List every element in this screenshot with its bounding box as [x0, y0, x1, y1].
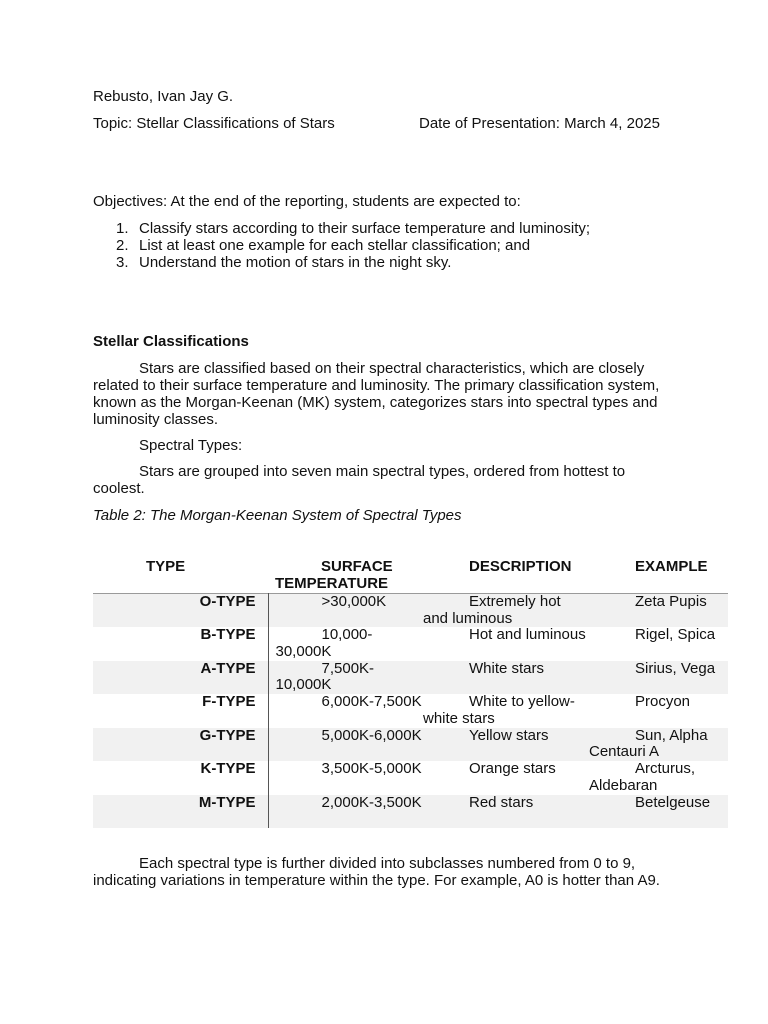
- header-description: DESCRIPTION: [469, 558, 572, 575]
- cell-description: Red stars: [469, 793, 534, 811]
- objective-number: 3.: [116, 254, 129, 271]
- objective-item: [93, 237, 693, 254]
- cell-example: Arcturus, Aldebaran: [589, 760, 696, 794]
- spectral-types-paragraph: Stars are grouped into seven main spectral types, ordered from hottest to coolest.: [93, 463, 626, 497]
- table-row: [93, 694, 728, 728]
- cell-temperature: 7,500K-10,000K: [275, 659, 375, 693]
- table-caption: Table 2: The Morgan-Keenan System of Spectral Types: [93, 507, 462, 524]
- table-row: [93, 594, 728, 628]
- objective-item: [93, 220, 693, 237]
- section-heading: Stellar Classifications: [93, 333, 249, 350]
- table-row: [93, 795, 728, 829]
- objective-text: Understand the motion of stars in the night sky.: [139, 254, 452, 271]
- table-row: [93, 661, 728, 695]
- objective-number: 2.: [116, 237, 129, 254]
- cell-type: A-TYPE: [93, 661, 268, 695]
- objective-text: Classify stars according to their surface temperature and luminosity;: [139, 220, 591, 237]
- cell-description: Yellow stars: [469, 726, 549, 744]
- topic-line: Topic: Stellar Classifications of Stars: [93, 115, 335, 132]
- cell-description: White stars: [469, 659, 545, 677]
- table-header-row: [93, 559, 728, 594]
- cell-type: O-TYPE: [93, 594, 268, 628]
- cell-example: Sirius, Vega: [635, 659, 716, 677]
- cell-example: Procyon: [635, 693, 691, 710]
- cell-temperature: >30,000K: [321, 593, 387, 610]
- header-example: EXAMPLE: [635, 558, 708, 575]
- subclass-paragraph: Each spectral type is further divided into subclasses numbered from 0 to 9, indicating variations in temperature within the type. For example, A0 is hotter than A9.: [93, 855, 660, 889]
- header-surface-temperature: SURFACE TEMPERATURE: [275, 558, 393, 592]
- cell-type: B-TYPE: [93, 627, 268, 661]
- spectral-types-label: Spectral Types:: [139, 437, 243, 454]
- objective-text: List at least one example for each stellar classification; and: [139, 237, 531, 254]
- cell-description: Hot and luminous: [469, 626, 586, 643]
- cell-type: F-TYPE: [93, 694, 268, 728]
- cell-example: Betelgeuse: [635, 793, 711, 811]
- cell-type: G-TYPE: [93, 728, 268, 762]
- objective-number: 1.: [116, 220, 129, 237]
- classification-paragraph: Stars are classified based on their spectral characteristics, which are closely related to their surface temperature and luminosity. The primary classification system, known as the Morgan-Keenan (MK) system, categorizes stars into spectral types and luminosity classes.: [93, 360, 660, 428]
- cell-temperature: 2,000K-3,500K: [321, 793, 422, 811]
- objectives-intro: Objectives: At the end of the reporting, students are expected to:: [93, 193, 521, 210]
- header-type: TYPE: [146, 558, 186, 575]
- cell-example: Sun, Alpha Centauri A: [589, 726, 708, 760]
- cell-example: Rigel, Spica: [635, 626, 716, 643]
- objectives-list: [93, 220, 693, 271]
- cell-description: Extremely hot and luminous: [423, 593, 561, 627]
- objective-item: [93, 254, 693, 271]
- cell-temperature: 3,500K-5,000K: [321, 760, 422, 777]
- cell-temperature: 5,000K-6,000K: [321, 726, 422, 744]
- cell-type: K-TYPE: [93, 761, 268, 795]
- table-row: [93, 761, 728, 795]
- table-row: [93, 728, 728, 762]
- cell-description: Orange stars: [469, 760, 556, 777]
- spectral-types-table: [93, 559, 728, 828]
- cell-type: M-TYPE: [93, 795, 268, 829]
- cell-example: Zeta Pupis: [635, 593, 707, 610]
- cell-description: White to yellow-white stars: [423, 693, 575, 727]
- cell-temperature: 10,000-30,000K: [275, 626, 373, 660]
- cell-temperature: 6,000K-7,500K: [321, 693, 422, 710]
- presentation-date: Date of Presentation: March 4, 2025: [419, 115, 660, 132]
- table-row: [93, 627, 728, 661]
- author-name: Rebusto, Ivan Jay G.: [93, 88, 234, 105]
